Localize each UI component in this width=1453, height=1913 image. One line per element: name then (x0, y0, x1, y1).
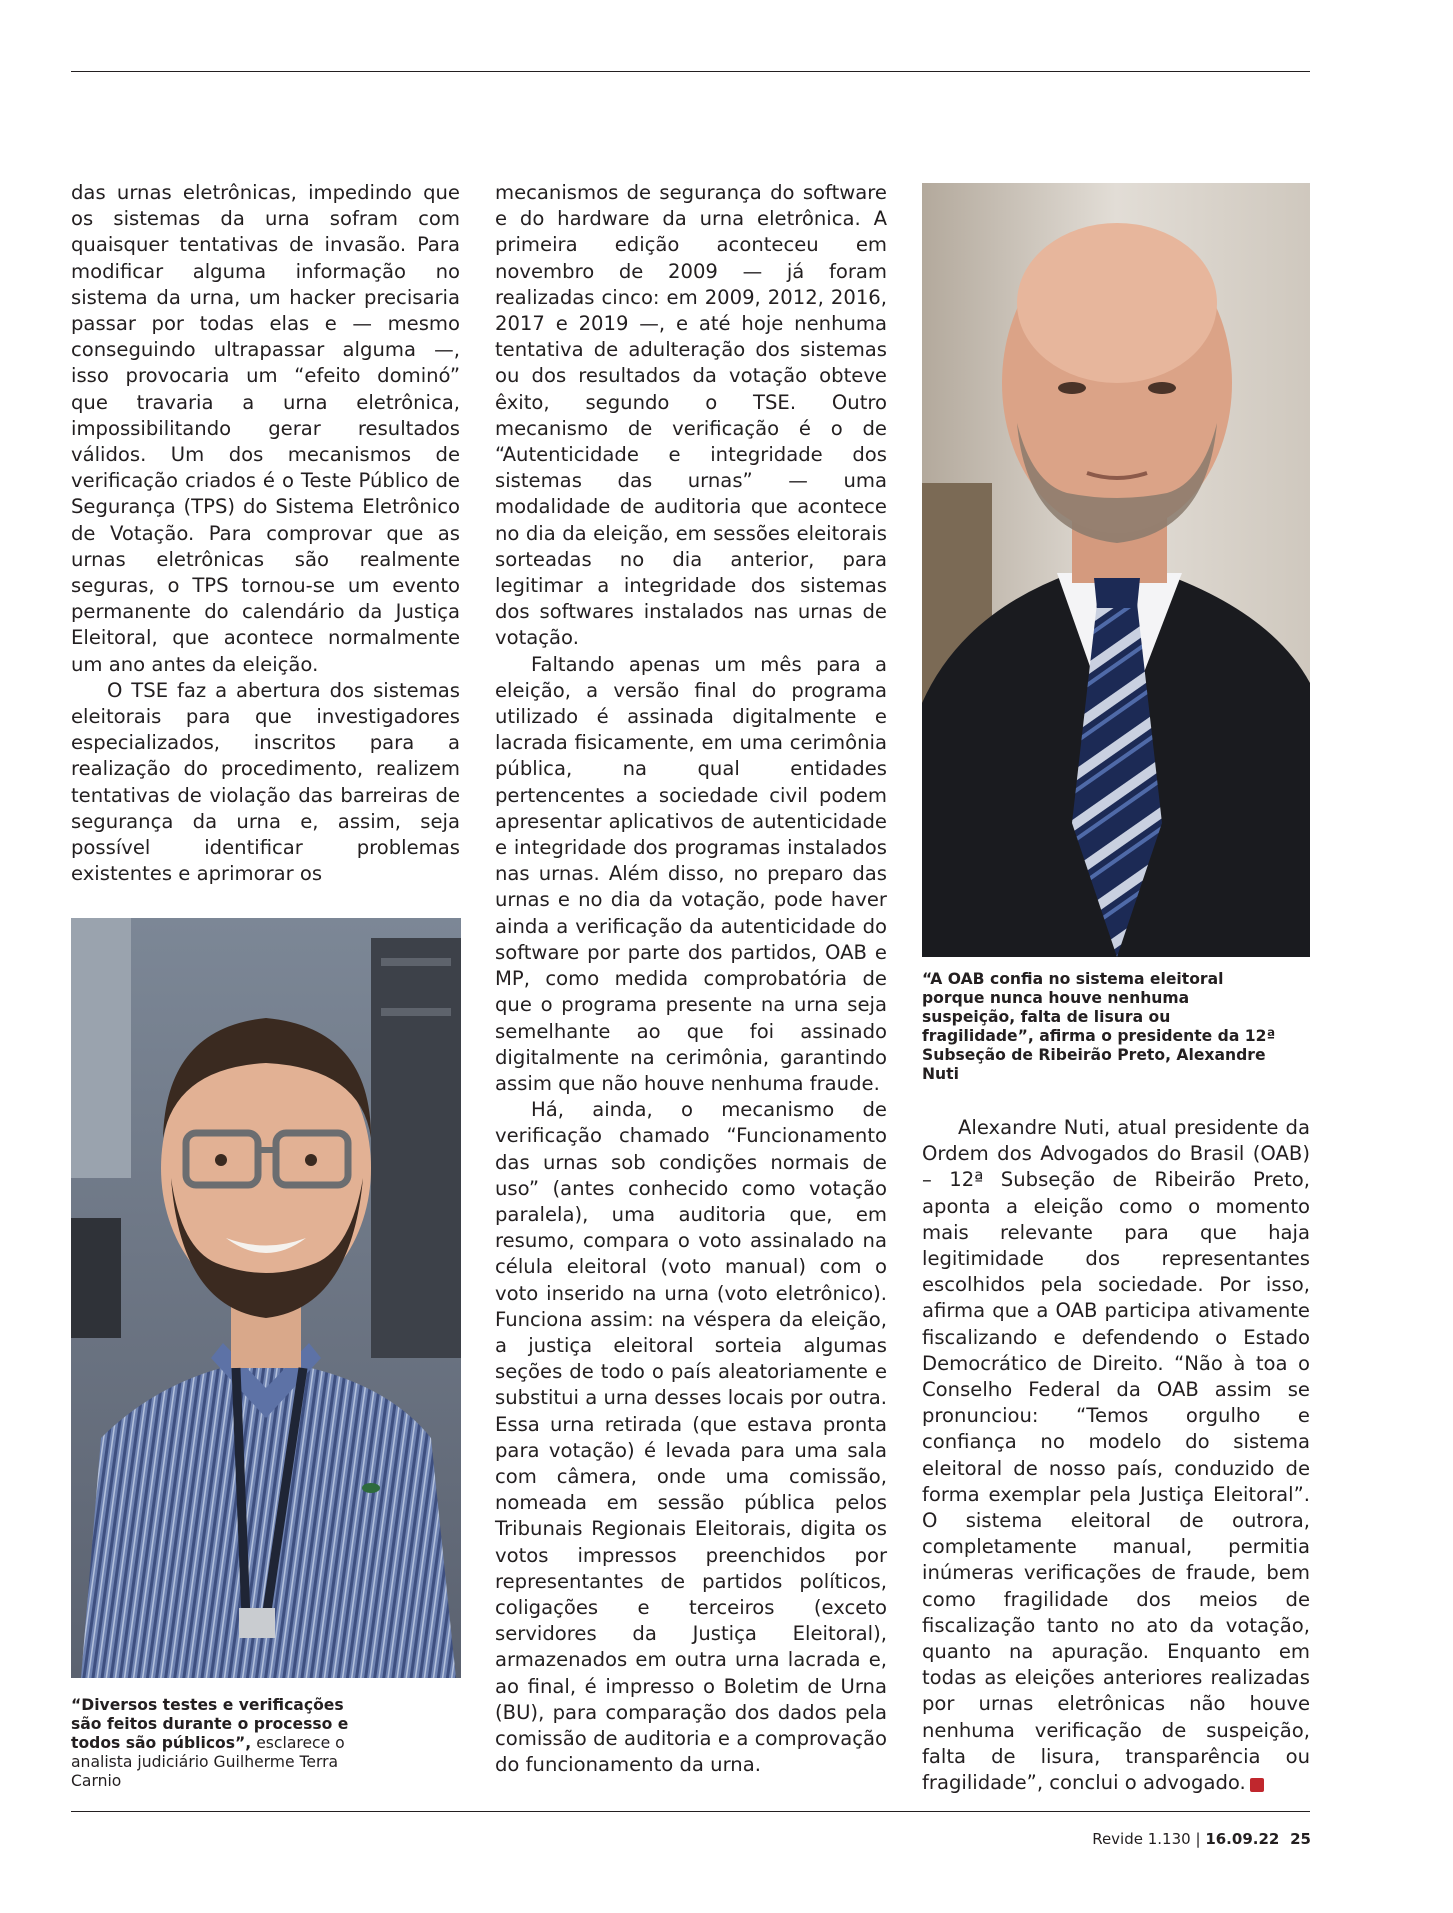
bottom-rule (71, 1811, 1310, 1812)
photo-alexandre-nuti (922, 183, 1310, 957)
caption-attribution: esclarece o analista judiciário Guilherme Terra Carnio (71, 1734, 345, 1790)
paragraph (922, 1115, 1310, 1796)
end-of-article-mark: R (1250, 1778, 1264, 1792)
footer-separator: | (1195, 1830, 1201, 1848)
page-number: 25 (1290, 1830, 1311, 1848)
top-rule (71, 71, 1310, 72)
page-footer (1092, 1830, 1311, 1848)
paragraph: mecanismos de segurança do software e do hardware da urna eletrônica. A primeira edição aconteceu em novembro de 2009 — já foram realizadas cinco: em 2009, 2012, 2016, 2017 e 2019 —, e até hoje nenhuma tentativa de adulteração dos sistemas ou dos resultados da votação obteve êxito, segundo o TSE. Outro mecanismo de verificação é o de “Autenticidade e integridade dos sistemas das urnas” — uma modalidade de auditoria que acontece no dia da eleição, em sessões eleitorais sorteadas no dia anterior, para legitimar a integridade dos sistemas dos softwares instalados nas urnas de votação. (495, 181, 887, 650)
magazine-issue: Revide 1.130 (1092, 1830, 1191, 1848)
paragraph: das urnas eletrônicas, impedindo que os sistemas da urna sofram com quaisquer tentativas de invasão. Para modificar alguma informação no sistema da urna, um hacker precisaria passar por todas elas e — mesmo conseguindo ultrapassar alguma —, isso provocaria um “efeito dominó” que travaria a urna eletrônica, impossibilitando gerar resultados válidos. Um dos mecanismos de verificação criados é o Teste Público de Segurança (TPS) do Sistema Eletrônico de Votação. Para comprovar que as urnas eletrônicas são realmente seguras, o TPS tornou-se um evento permanente do calendário da Justiça Eleitoral, que acontece normalmente um ano antes da eleição. (71, 181, 460, 676)
article-column-3 (922, 1115, 1310, 1796)
paragraph: Faltando apenas um mês para a eleição, a versão final do programa utilizado é assinada digitalmente e lacrada fisicamente, em uma cerimônia pública, na qual entidades pertencentes a sociedade civil podem apresentar aplicativos de autenticidade e integridade dos programas instalados nas urnas. Além disso, no preparo das urnas e no dia da votação, pode haver ainda a verificação da autenticidade do software por parte dos partidos, OAB e MP, como medida comprobatória de que o programa presente na urna seja semelhante ao que foi assinado digitalmente na cerimônia, garantindo assim que não houve nenhuma fraude. (495, 652, 887, 1095)
paragraph-text: Alexandre Nuti, atual presidente da Ordem dos Advogados do Brasil (OAB) – 12ª Subseção de Ribeirão Preto, aponta a eleição como o momento mais relevante para que haja legitimidade dos representantes escolhidos pela sociedade. Por isso, afirma que a OAB participa ativamente fiscalizando e defendendo o Estado Democrático de Direito. “Não à toa o Conselho Federal da OAB assim se pronunciou: “Temos orgulho e confiança no modelo do sistema eleitoral de nosso país, conduzido de forma exemplar pela Justiça Eleitoral”. O sistema eleitoral de outrora, completamente manual, permitia inúmeras verificações de fraude, bem como fragilidade dos meios de fiscalização tanto no ato da votação, quanto na apuração. Enquanto em todas as eleições anteriores realizadas por urnas eletrônicas não houve nenhuma verificação de suspeição, falta de lisura, transparência ou fragilidade”, conclui o advogado. (922, 1116, 1310, 1795)
photo-caption-left (71, 1696, 371, 1791)
paragraph: Há, ainda, o mecanismo de verificação chamado “Funcionamento das urnas sob condições normais de uso” (antes conhecido como votação paralela), uma auditoria que, em resumo, compara o voto assinalado na célula eleitoral (voto manual) com o voto inserido na urna (voto eletrônico). Funciona assim: na véspera da eleição, a justiça eleitoral sorteia algumas seções de todo o país aleatoriamente e substitui a urna desses locais por outra. Essa urna retirada (que estava pronta para votação) é levada para uma sala com câmera, onde uma comissão, nomeada em sessão pública pelos Tribunais Regionais Eleitorais, digita os votos impressos preenchidos por representantes de partidos políticos, coligações e terceiros (exceto servidores da Justiça Eleitoral), armazenados em outra urna lacrada e, ao final, é impresso o Boletim de Urna (BU), para comparação dos dados pela comissão de auditoria e a comprovação do funcionamento da urna. (495, 1098, 887, 1777)
photo-caption-right: “A OAB confia no sistema eleitoral porque nunca houve nenhuma suspeição, falta de lisura ou fragilidade”, afirma o presidente da 12ª Subseção de Ribeirão Preto, Alexandre Nuti (922, 970, 1276, 1083)
article-column-2 (495, 180, 887, 1778)
photo-guilherme-terra-carnio (71, 918, 461, 1678)
article-column-1 (71, 180, 460, 887)
paragraph: O TSE faz a abertura dos sistemas eleitorais para que investigadores especializados, inscritos para a realização do procedimento, realizem tentativas de violação das barreiras de segurança da urna e, assim, seja possível identificar problemas existentes e aprimorar os (71, 678, 460, 886)
caption-quote: “Diversos testes e verificações são feitos durante o processo e todos são públicos”, (71, 1696, 349, 1752)
issue-date: 16.09.22 (1205, 1830, 1280, 1848)
